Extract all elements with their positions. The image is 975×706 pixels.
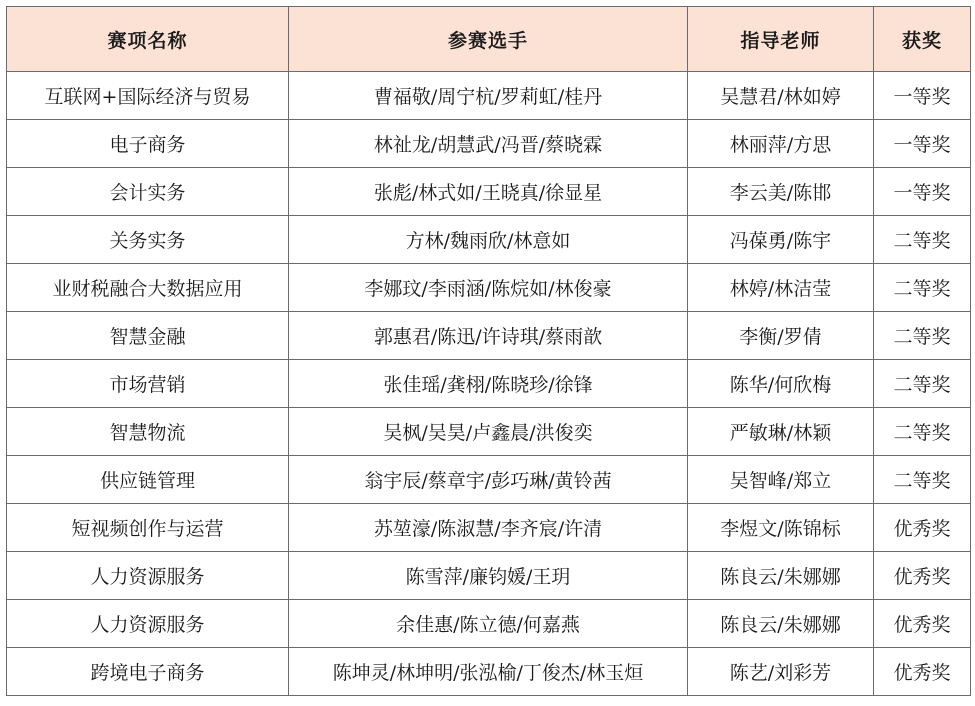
cell-award: 二等奖 <box>874 312 971 360</box>
cell-event-name: 智慧物流 <box>7 408 289 456</box>
cell-instructors: 冯葆勇/陈宇 <box>688 216 874 264</box>
cell-event-name: 人力资源服务 <box>7 552 289 600</box>
cell-participants: 方林/魏雨欣/林意如 <box>289 216 688 264</box>
cell-participants: 苏堃濠/陈淑慧/李齐宸/许清 <box>289 504 688 552</box>
table-row <box>7 600 971 648</box>
cell-event-name: 智慧金融 <box>7 312 289 360</box>
table-row <box>7 168 971 216</box>
cell-event-name: 关务实务 <box>7 216 289 264</box>
cell-award: 一等奖 <box>874 72 971 120</box>
cell-participants: 张佳瑶/龚栩/陈晓珍/徐锋 <box>289 360 688 408</box>
cell-event-name: 人力资源服务 <box>7 600 289 648</box>
cell-instructors: 李衡/罗倩 <box>688 312 874 360</box>
cell-instructors: 陈艺/刘彩芳 <box>688 648 874 696</box>
cell-award: 一等奖 <box>874 168 971 216</box>
cell-award: 二等奖 <box>874 408 971 456</box>
cell-instructors: 陈良云/朱娜娜 <box>688 552 874 600</box>
cell-award: 优秀奖 <box>874 648 971 696</box>
cell-award: 二等奖 <box>874 264 971 312</box>
cell-instructors: 吴慧君/林如婷 <box>688 72 874 120</box>
cell-event-name: 供应链管理 <box>7 456 289 504</box>
table-body <box>7 72 971 696</box>
table-row <box>7 120 971 168</box>
cell-instructors: 吴智峰/郑立 <box>688 456 874 504</box>
table-row <box>7 456 971 504</box>
table-row <box>7 504 971 552</box>
cell-award: 二等奖 <box>874 216 971 264</box>
cell-participants: 吴枫/吴昊/卢鑫晨/洪俊奕 <box>289 408 688 456</box>
cell-event-name: 跨境电子商务 <box>7 648 289 696</box>
cell-award: 一等奖 <box>874 120 971 168</box>
cell-participants: 郭惠君/陈迅/许诗琪/蔡雨歆 <box>289 312 688 360</box>
cell-event-name: 业财税融合大数据应用 <box>7 264 289 312</box>
header-event-name: 赛项名称 <box>7 7 289 72</box>
cell-participants: 陈坤灵/林坤明/张泓榆/丁俊杰/林玉烜 <box>289 648 688 696</box>
table-row <box>7 216 971 264</box>
cell-instructors: 陈良云/朱娜娜 <box>688 600 874 648</box>
cell-event-name: 电子商务 <box>7 120 289 168</box>
cell-participants: 林祉龙/胡慧武/冯晋/蔡晓霖 <box>289 120 688 168</box>
table-row <box>7 264 971 312</box>
cell-award: 优秀奖 <box>874 552 971 600</box>
header-award: 获奖 <box>874 7 971 72</box>
cell-participants: 张彪/林式如/王晓真/徐显星 <box>289 168 688 216</box>
table-row <box>7 648 971 696</box>
cell-participants: 曹福敬/周宁杭/罗莉虹/桂丹 <box>289 72 688 120</box>
cell-award: 二等奖 <box>874 456 971 504</box>
cell-event-name: 互联网+国际经济与贸易 <box>7 72 289 120</box>
header-participants: 参赛选手 <box>289 7 688 72</box>
header-instructors: 指导老师 <box>688 7 874 72</box>
cell-instructors: 李云美/陈邯 <box>688 168 874 216</box>
table-row <box>7 552 971 600</box>
table-header <box>7 7 971 72</box>
cell-instructors: 李煜文/陈锦标 <box>688 504 874 552</box>
cell-participants: 陈雪萍/廉钧媛/王玥 <box>289 552 688 600</box>
cell-participants: 余佳惠/陈立德/何嘉燕 <box>289 600 688 648</box>
cell-instructors: 林丽萍/方思 <box>688 120 874 168</box>
table-row <box>7 312 971 360</box>
table-row <box>7 360 971 408</box>
cell-event-name: 短视频创作与运营 <box>7 504 289 552</box>
table-row <box>7 72 971 120</box>
cell-award: 优秀奖 <box>874 504 971 552</box>
awards-table <box>6 6 971 696</box>
cell-instructors: 严敏琳/林颖 <box>688 408 874 456</box>
cell-participants: 李娜玟/李雨涵/陈烷如/林俊豪 <box>289 264 688 312</box>
cell-instructors: 林婷/林洁莹 <box>688 264 874 312</box>
cell-award: 优秀奖 <box>874 600 971 648</box>
cell-event-name: 会计实务 <box>7 168 289 216</box>
cell-event-name: 市场营销 <box>7 360 289 408</box>
cell-participants: 翁宇辰/蔡章宇/彭巧琳/黄铃茜 <box>289 456 688 504</box>
table-row <box>7 408 971 456</box>
cell-instructors: 陈华/何欣梅 <box>688 360 874 408</box>
header-row <box>7 7 971 72</box>
cell-award: 二等奖 <box>874 360 971 408</box>
